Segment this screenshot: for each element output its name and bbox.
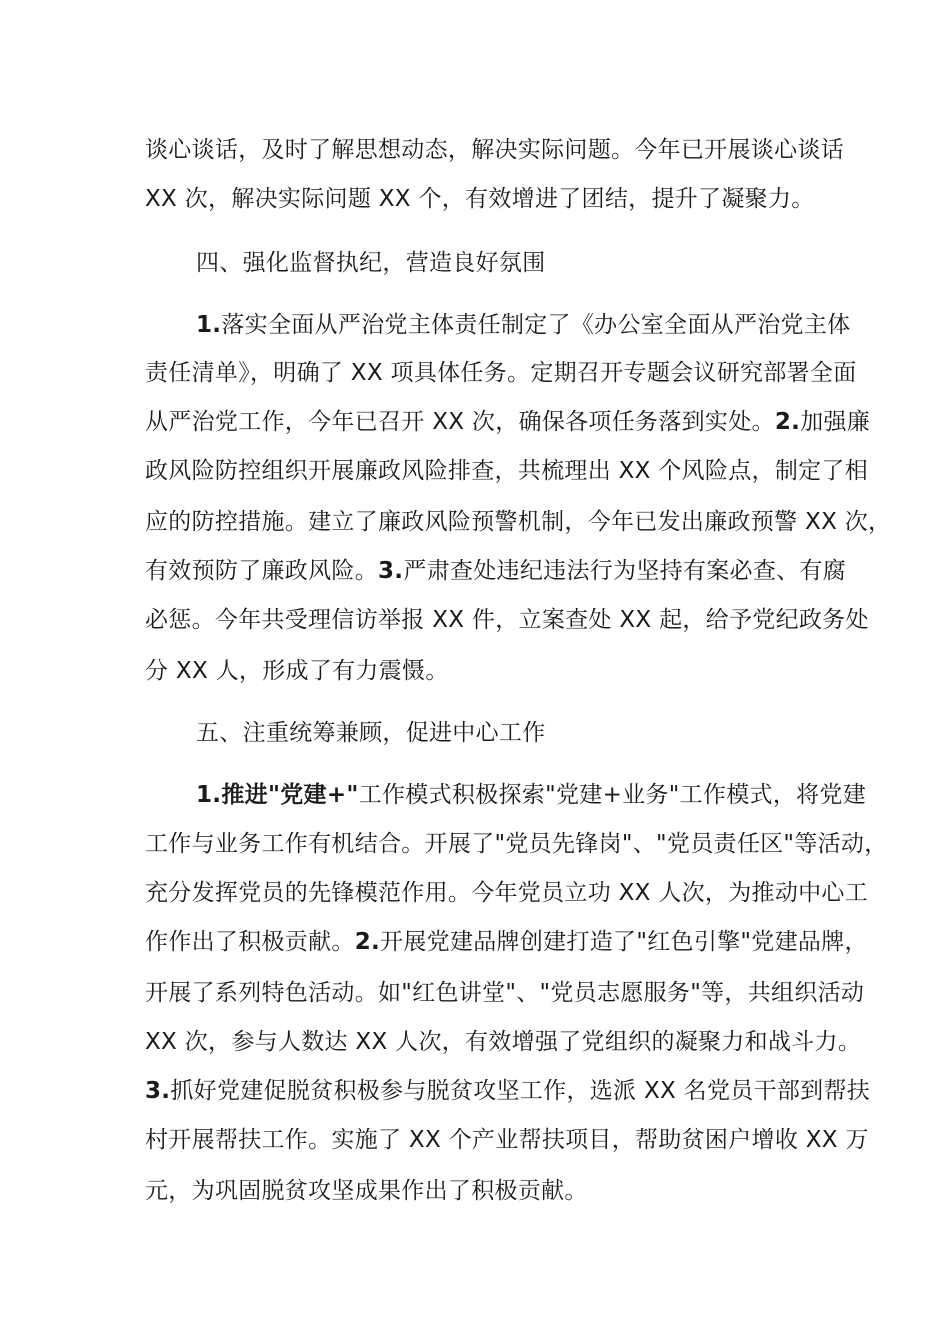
section-4-line-1 — [196, 310, 850, 340]
section-4-line-2: 责任清单》，明确了 XX 项具体任务。定期召开专题会议研究部署全面 — [145, 360, 857, 386]
item-number: 1.推进"党建+" — [196, 782, 359, 808]
line-text: 严肃查处违纪违法行为坚持有案必查、有腐 — [403, 558, 847, 584]
item-number: 2. — [354, 929, 381, 955]
section-4-line-6 — [145, 556, 846, 586]
section-5-line-6: XX 次，参与人数达 XX 人次，有效增强了党组织的凝聚力和战斗力。 — [145, 1029, 862, 1055]
section-5-line-7 — [145, 1076, 870, 1106]
section-4-heading: 四、强化监督执纪，营造良好氛围 — [196, 250, 546, 276]
section-4-line-4: 政风险防控组织开展廉政风险排查，共梳理出 XX 个风险点，制定了相 — [145, 458, 869, 484]
line-text: 落实全面从严治党主体责任制定了《办公室全面从严治党主体 — [221, 312, 851, 338]
item-number: 3. — [378, 558, 404, 584]
line-text: 从严治党工作，今年已召开 XX 次，确保各项任务落到实处。 — [145, 409, 775, 435]
section-4-line-3 — [145, 407, 870, 437]
para1-line-1: 谈心谈话，及时了解思想动态，解决实际问题。今年已开展谈心谈话 — [145, 137, 844, 163]
section-5-line-3: 充分发挥党员的先锋模范作用。今年党员立功 XX 人次，为推动中心工 — [145, 880, 869, 906]
line-text: 作作出了积极贡献。 — [145, 929, 355, 955]
line-text: 加强廉 — [800, 409, 871, 435]
section-4-line-5: 应的防控措施。建立了廉政风险预警机制，今年已发出廉政预警 XX 次， — [145, 509, 892, 535]
line-text: 开展党建品牌创建打造了"红色引擎"党建品牌， — [380, 929, 868, 955]
section-5-line-1 — [196, 780, 866, 810]
section-5-line-4 — [145, 927, 868, 957]
line-text: 工作模式积极探索"党建+业务"工作模式，将党建 — [358, 782, 867, 808]
item-number: 1. — [196, 312, 222, 338]
section-5-line-9: 元，为巩固脱贫攻坚成果作出了积极贡献。 — [145, 1178, 588, 1204]
section-4-line-8: 分 XX 人，形成了有力震慑。 — [145, 658, 449, 684]
section-5-heading: 五、注重统筹兼顾，促进中心工作 — [196, 720, 546, 746]
section-5-line-2: 工作与业务工作有机结合。开展了"党员先锋岗"、"党员责任区"等活动， — [145, 831, 888, 857]
section-5-line-8: 村开展帮扶工作。实施了 XX 个产业帮扶项目，帮助贫困户增收 XX 万 — [145, 1127, 869, 1153]
section-4-line-7: 必惩。今年共受理信访举报 XX 件，立案查处 XX 起，给予党纪政务处 — [145, 607, 869, 633]
section-5-line-5: 开展了系列特色活动。如"红色讲堂"、"党员志愿服务"等，共组织活动 — [145, 980, 865, 1006]
item-number: 2. — [774, 409, 801, 435]
line-text: 有效预防了廉政风险。 — [145, 558, 378, 584]
line-text: 抓好党建促脱贫积极参与脱贫攻坚工作，选派 XX 名党员干部到帮扶 — [170, 1078, 871, 1104]
item-number: 3. — [145, 1078, 171, 1104]
para1-line-2: XX 次，解决实际问题 XX 个，有效增进了团结，提升了凝聚力。 — [145, 186, 815, 212]
